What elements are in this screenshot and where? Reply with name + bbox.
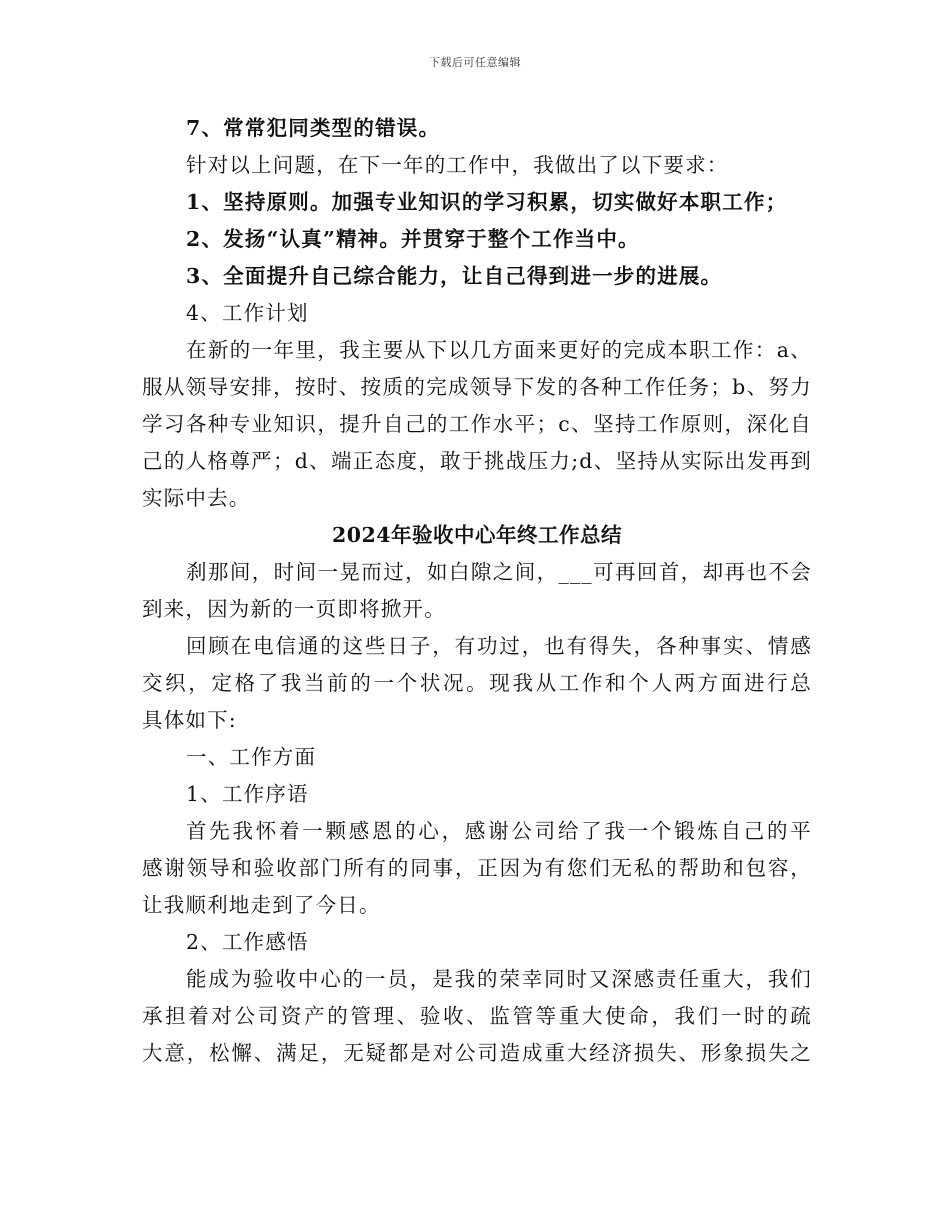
requirement-item-1: 1、坚持原则。加强专业知识的学习积累，切实做好本职工作；: [186, 190, 788, 214]
section-heading-work: 一、工作方面: [186, 745, 317, 769]
paragraph-line: 回顾在电信通的这些日子，有功过，也有得失，各种事实、情感: [186, 634, 812, 658]
paragraph-line: 学习各种专业知识，提升自己的工作水平；c、坚持工作原则，深化自: [142, 412, 812, 436]
paragraph-line: 刹那间，时间一晃而过，如白隙之间，___可再回首，却再也不会: [186, 560, 812, 584]
requirement-item-2: 2、发扬“认真”精神。并贯穿于整个工作当中。: [186, 227, 640, 251]
paragraph-line: 到来，因为新的一页即将掀开。: [142, 597, 446, 621]
paragraph-line: 服从领导安排，按时、按质的完成领导下发的各种工作任务；b、努力: [142, 375, 812, 399]
paragraph-line: 承担着对公司资产的管理、验收、监管等重大使命，我们一时的疏: [142, 1004, 812, 1028]
subsection-heading-insights: 2、工作感悟: [186, 930, 309, 954]
paragraph-line: 交织，定格了我当前的一个状况。现我从工作和个人两方面进行总: [142, 671, 812, 695]
paragraph-line: 能成为验收中心的一员，是我的荣幸同时又深感责任重大，我们: [186, 967, 812, 991]
paragraph-line: 让我顺利地走到了今日。: [142, 893, 381, 917]
paragraph-line: 首先我怀着一颗感恩的心，感谢公司给了我一个锻炼自己的平: [186, 819, 812, 843]
paragraph-line: 感谢领导和验收部门所有的同事，正因为有您们无私的帮助和包容，: [142, 856, 812, 880]
paragraph-line: 实际中去。: [142, 486, 251, 510]
paragraph-line: 在新的一年里，我主要从下以几方面来更好的完成本职工作：a、: [186, 338, 812, 362]
document-body: [142, 110, 812, 1072]
section-heading-work-plan: 4、工作计划: [186, 301, 309, 325]
subsection-heading-preface: 1、工作序语: [186, 782, 309, 806]
page-header: 下载后可任意编辑: [429, 56, 521, 69]
document-title: 2024年验收中心年终工作总结: [331, 523, 623, 547]
paragraph-line: 己的人格尊严；d、端正态度，敢于挑战压力;d、坚持从实际出发再到: [142, 449, 812, 473]
paragraph-line: 具体如下:: [142, 708, 237, 732]
requirement-item-3: 3、全面提升自己综合能力，让自己得到进一步的进展。: [186, 264, 723, 288]
paragraph-line: 大意，松懈、满足，无疑都是对公司造成重大经济损失、形象损失之: [142, 1041, 812, 1065]
problem-item-7: 7、常常犯同类型的错误。: [186, 116, 441, 140]
paragraph-line: 针对以上问题，在下一年的工作中，我做出了以下要求：: [186, 153, 729, 177]
